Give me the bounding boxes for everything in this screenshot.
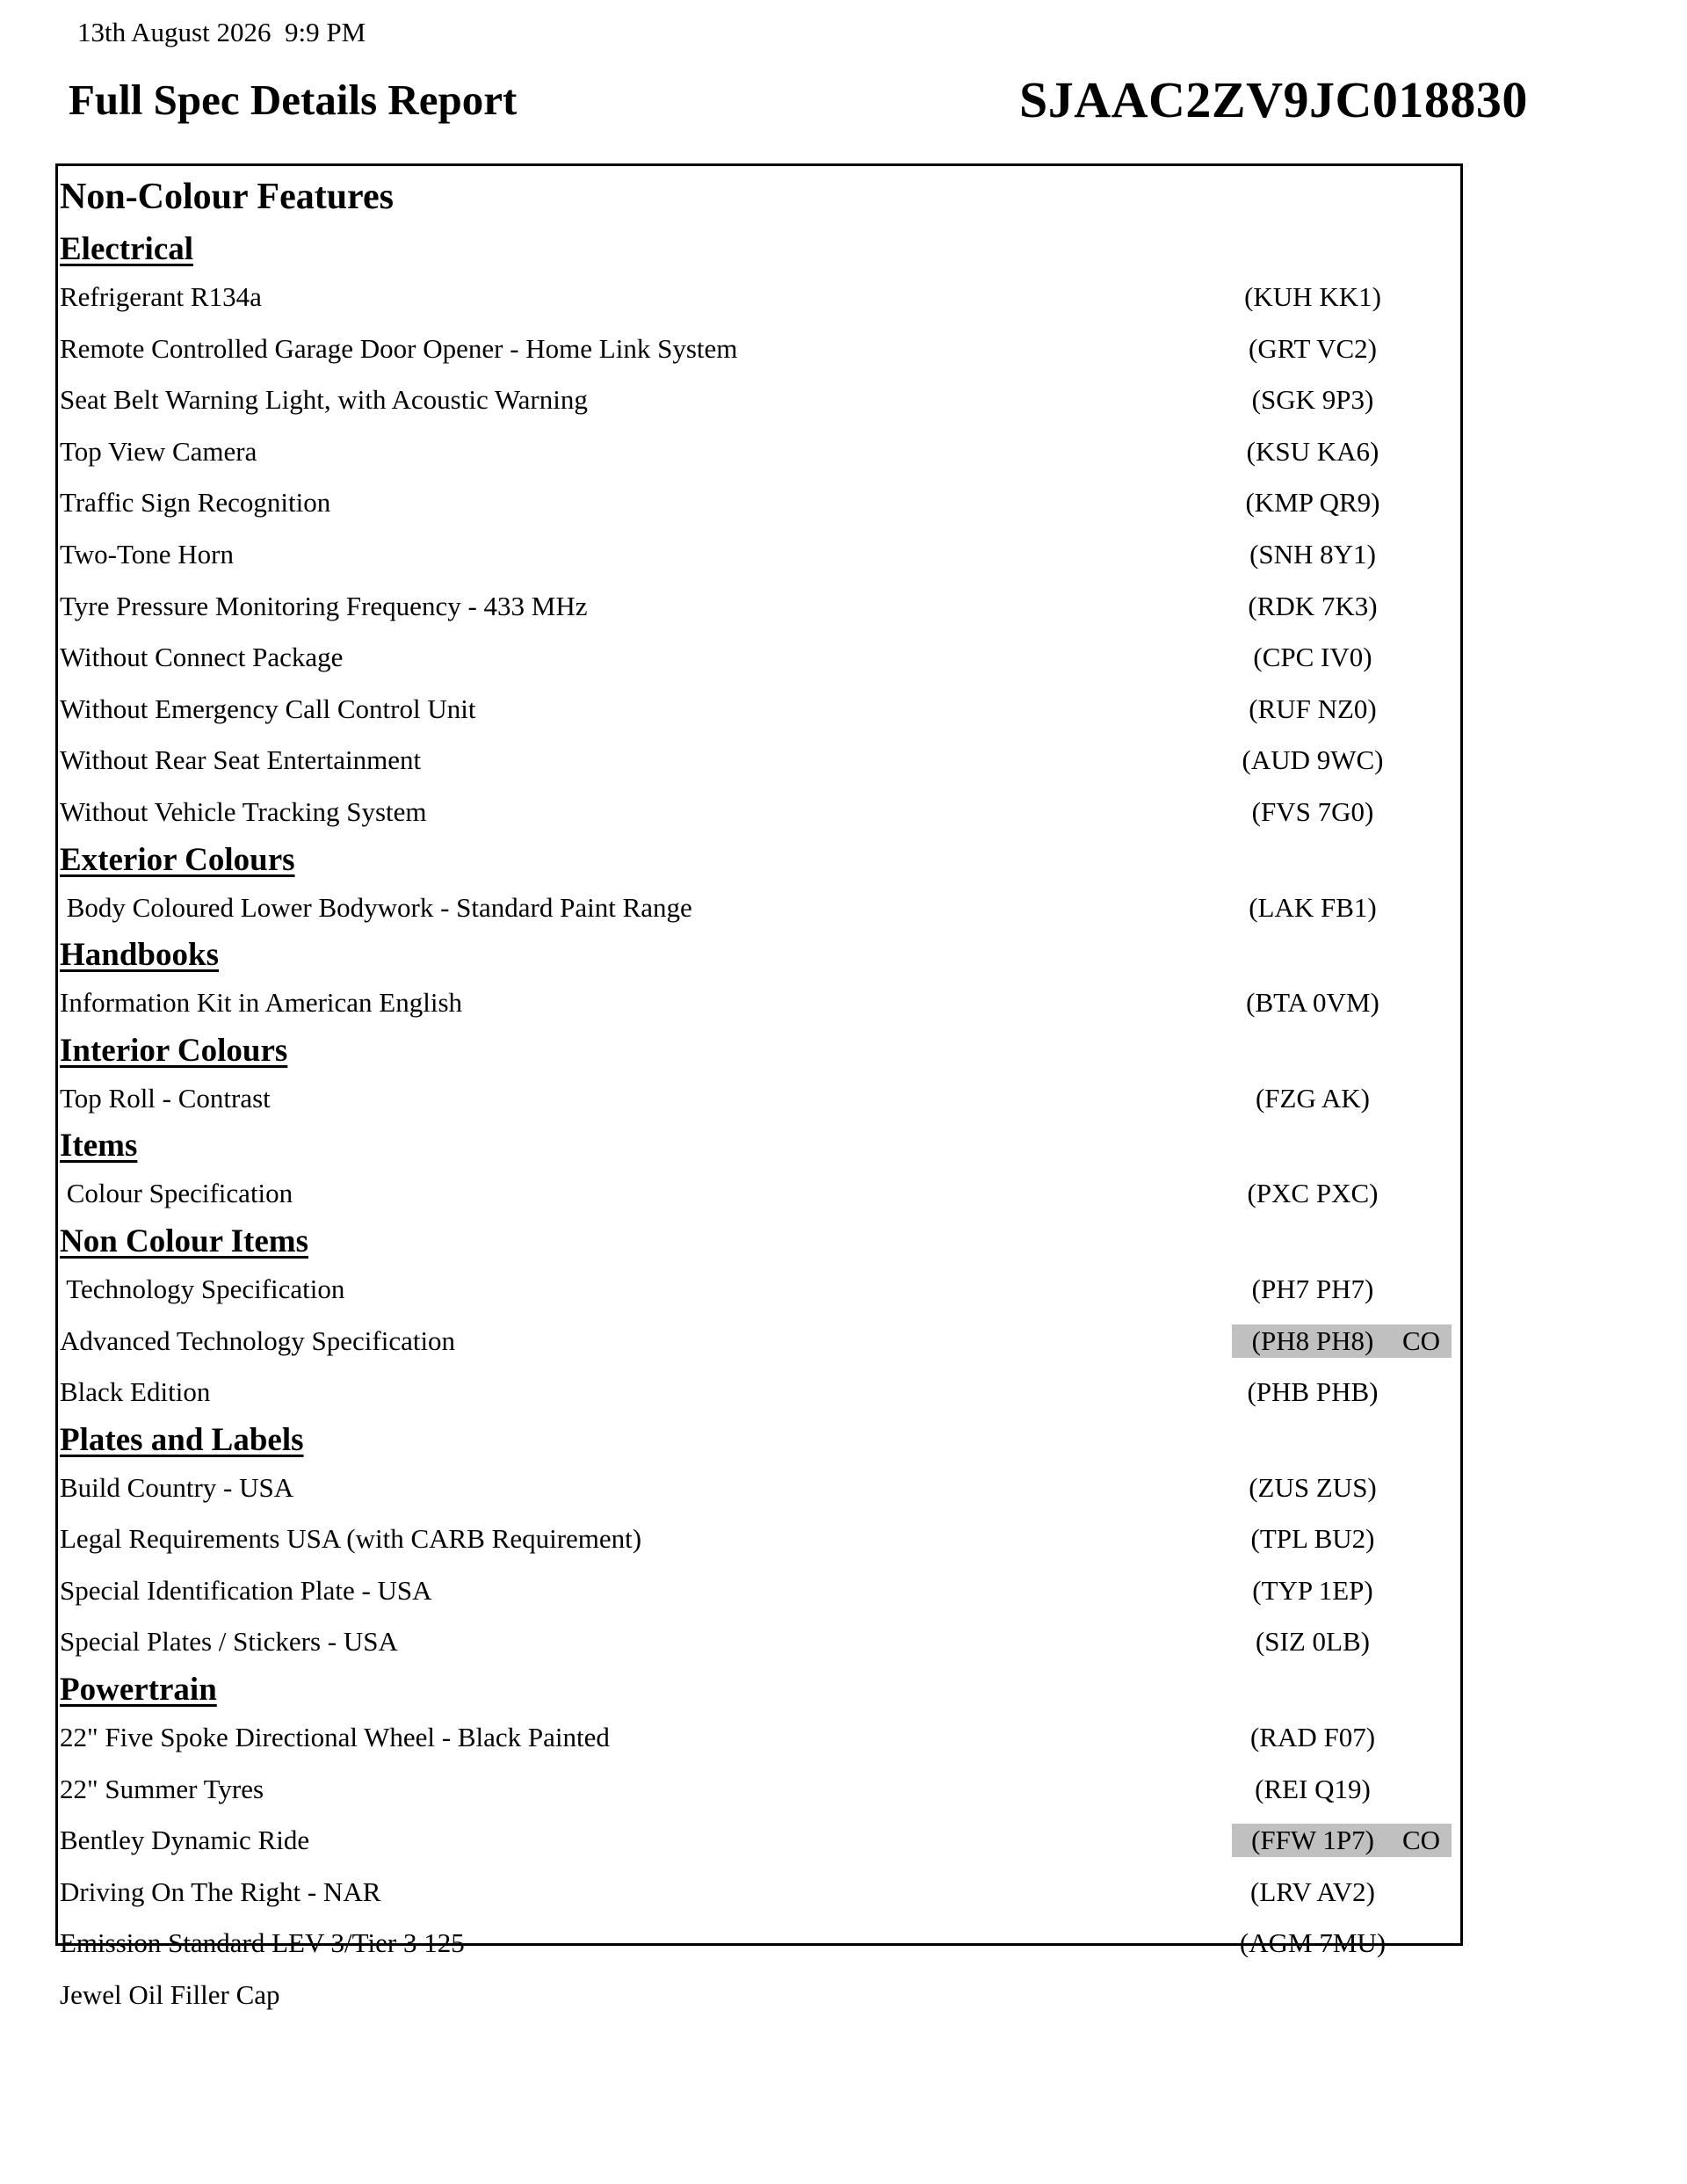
feature-code: (LRV AV2) [1250,1876,1375,1907]
feature-code: (BTA 0VM) [1246,987,1379,1019]
feature-label: Without Emergency Call Control Unit [60,693,476,724]
feature-code: (SIZ 0LB) [1255,1626,1370,1658]
feature-code: (TPL BU2) [1250,1523,1375,1555]
code-cell [1232,693,1452,726]
feature-flag: CO [1402,1324,1441,1356]
feature-flag: CO [1402,1825,1441,1856]
feature-label: Special Identification Plate - USA [60,1574,432,1606]
feature-row [60,1867,1460,1919]
code-cell [1232,1773,1452,1806]
feature-row [60,1264,1460,1316]
feature-row [60,323,1460,375]
features-list [60,228,1460,2021]
code-cell [1232,1082,1452,1115]
feature-row [60,477,1460,529]
feature-code: (PHB PHB) [1247,1376,1379,1408]
highlighted-code-cell [1232,1324,1452,1358]
feature-code: (PXC PXC) [1247,1178,1379,1209]
feature-label: Colour Specification [60,1178,293,1209]
feature-label: Driving On The Right - NAR [60,1876,381,1907]
feature-label: Advanced Technology Specification [60,1324,456,1356]
feature-code: (AUD 9WC) [1242,744,1384,776]
feature-code: (KMP QR9) [1245,487,1380,519]
code-cell [1232,280,1452,314]
code-cell [1232,891,1452,925]
feature-label: Bentley Dynamic Ride [60,1825,310,1856]
feature-label: Refrigerant R134a [60,281,262,312]
code-cell [1232,538,1452,571]
code-cell [1232,1574,1452,1607]
feature-code: (FFW 1P7) [1251,1825,1374,1856]
feature-code: (AGM 7MU) [1239,1927,1387,1959]
feature-code: (GRT VC2) [1249,332,1377,364]
code-cell [1232,986,1452,1019]
vin-number: SJAAC2ZV9JC018830 [1019,71,1528,128]
section-title: Powertrain [60,1672,217,1709]
feature-code: (SGK 9P3) [1251,384,1374,416]
feature-row [60,684,1460,736]
section-header [60,933,1460,977]
feature-row [60,1815,1460,1867]
feature-label: Jewel Oil Filler Cap [60,1979,280,2011]
feature-code: (CPC IV0) [1253,642,1372,673]
section-title: Electrical [60,231,194,267]
feature-label: Traffic Sign Recognition [60,487,331,519]
feature-code: (REI Q19) [1255,1773,1371,1804]
section-title: Items [60,1128,138,1165]
features-box [55,163,1463,2011]
feature-label: 22" Five Spoke Directional Wheel - Black Painted [60,1722,610,1753]
feature-code: (TYP 1EP) [1252,1574,1373,1606]
code-cell [1232,1375,1452,1409]
feature-row [60,1462,1460,1514]
section-title: Plates and Labels [60,1421,304,1458]
code-cell [1232,383,1452,417]
feature-code: (FVS 7G0) [1251,795,1374,827]
feature-row [60,1970,1460,2021]
features-box-title: Non-Colour Features [60,177,394,217]
feature-label: Tyre Pressure Monitoring Frequency - 433 MHz [60,590,588,621]
feature-label: Top View Camera [60,435,257,467]
feature-label: Top Roll - Contrast [60,1082,271,1114]
feature-row [60,1616,1460,1668]
feature-row [60,581,1460,633]
feature-row [60,529,1460,581]
feature-label: Information Kit in American English [60,987,463,1019]
report-title: Full Spec Details Report [69,76,518,124]
section-title: Interior Colours [60,1032,288,1069]
feature-row [60,426,1460,478]
feature-row [60,1918,1460,1970]
feature-row [60,632,1460,684]
feature-row [60,272,1460,323]
feature-code: (FZG AK) [1255,1082,1371,1114]
feature-row [60,1513,1460,1565]
feature-row [60,1168,1460,1220]
feature-label: Remote Controlled Garage Door Opener - Home Link System [60,332,738,364]
code-cell [1232,590,1452,623]
feature-label: Without Rear Seat Entertainment [60,744,422,776]
section-header [60,1419,1460,1462]
code-cell [1232,1926,1452,1960]
feature-label: Black Edition [60,1376,211,1408]
code-cell [1232,486,1452,519]
feature-label: Without Vehicle Tracking System [60,795,427,827]
feature-label: Two-Tone Horn [60,538,234,570]
feature-row [60,882,1460,934]
code-cell [1232,1625,1452,1658]
code-cell [1232,1273,1452,1306]
section-title: Non Colour Items [60,1223,308,1259]
code-cell [1232,795,1452,829]
feature-code: (PH7 PH7) [1251,1273,1374,1304]
report-timestamp: 13th August 2026 9:9 PM [77,17,366,47]
feature-label: Emission Standard LEV 3/Tier 3 125 [60,1927,465,1959]
section-title: Handbooks [60,937,219,974]
feature-label: Body Coloured Lower Bodywork - Standard Paint Range [60,891,692,923]
feature-label: Technology Specification [60,1273,345,1304]
feature-row [60,1073,1460,1125]
feature-code: (LAK FB1) [1249,891,1377,923]
feature-row [60,977,1460,1029]
feature-row [60,1367,1460,1419]
feature-code: (RDK 7K3) [1248,590,1378,621]
section-header [60,1124,1460,1168]
code-cell [1232,332,1452,366]
code-cell [1232,1876,1452,1909]
code-cell [1232,1471,1452,1505]
feature-label: Build Country - USA [60,1471,294,1503]
section-header [60,228,1460,272]
feature-label: 22" Summer Tyres [60,1773,264,1804]
feature-code: (ZUS ZUS) [1249,1471,1377,1503]
feature-code: (PH8 PH8) [1251,1324,1374,1356]
feature-row [60,374,1460,426]
feature-code: (KSU KA6) [1246,435,1379,467]
code-cell [1232,1721,1452,1754]
feature-code: (SNH 8Y1) [1249,538,1376,570]
section-title: Exterior Colours [60,841,295,878]
code-cell [1232,1522,1452,1556]
feature-code: (KUH KK1) [1244,281,1381,312]
feature-row [60,1712,1460,1764]
feature-code: (RUF NZ0) [1249,693,1377,724]
highlighted-code-cell [1232,1824,1452,1857]
feature-label: Seat Belt Warning Light, with Acoustic Warning [60,384,588,416]
code-cell [1232,641,1452,674]
feature-row [60,1565,1460,1617]
code-cell [1232,1177,1452,1210]
feature-row [60,1316,1460,1368]
section-header [60,1029,1460,1073]
section-header [60,838,1460,882]
section-header [60,1668,1460,1712]
feature-label: Legal Requirements USA (with CARB Requirement) [60,1523,642,1555]
code-cell [1232,435,1452,468]
code-cell [1232,744,1452,777]
feature-row [60,787,1460,838]
feature-code: (RAD F07) [1249,1722,1376,1753]
feature-row [60,1764,1460,1816]
feature-label: Special Plates / Stickers - USA [60,1626,398,1658]
section-header [60,1220,1460,1264]
feature-label: Without Connect Package [60,642,344,673]
feature-row [60,735,1460,787]
